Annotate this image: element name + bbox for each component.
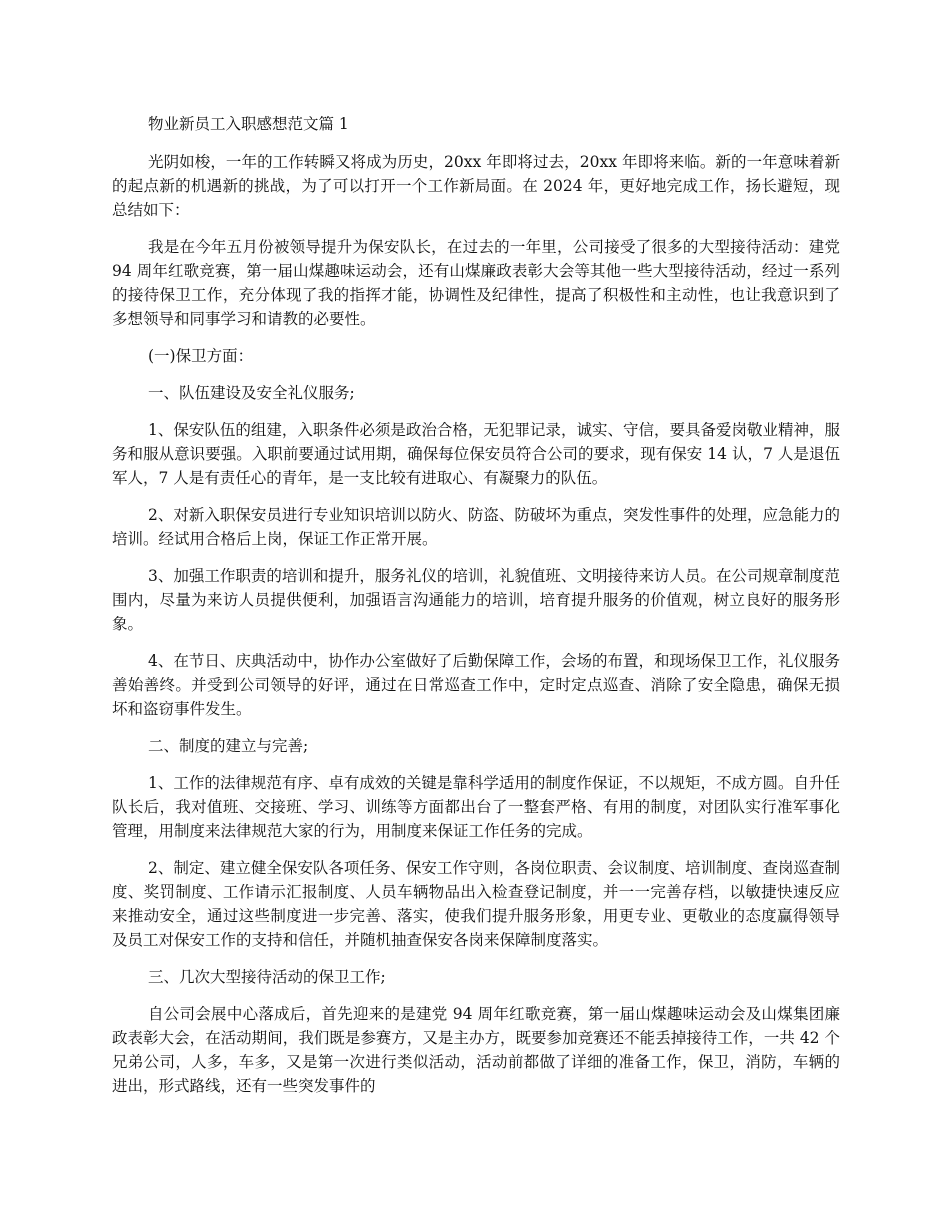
paragraph-team-1: 1、保安队伍的组建，入职条件必须是政治合格，无犯罪记录，诚实、守信，要具备爱岗敬业精神，服务和服从意识要强。入职前要通过试用期，确保每位保安员符合公司的要求，现有保安 14 认，7 人是退伍军人，7 人是有责任心的青年，是一支比较有进取心、有凝聚力的队伍。 [112, 421, 840, 487]
section-heading-team: 一、队伍建设及安全礼仪服务; [148, 384, 355, 402]
section-heading-rules: 二、制度的建立与完善; [148, 737, 309, 755]
document-page [112, 112, 840, 1111]
paragraph-team-3: 3、加强工作职责的培训和提升，服务礼仪的培训，礼貌值班、文明接待来访人员。在公司规章制度范围内，尽量为来访人员提供便利，加强语言沟通能力的培训，培育提升服务的价值观，树立良好的服务形象。 [112, 567, 840, 633]
paragraph-background: 我是在今年五月份被领导提升为保安队长，在过去的一年里，公司接受了很多的大型接待活动：建党 94 周年红歌竞赛，第一届山煤趣味运动会，还有山煤廉政表彰大会等其他一些大型接待活动，经过一系列的接待保卫工作，充分体现了我的指挥才能，协调性及纪律性，提高了积极性和主动性，也让我意识到了多想领导和同事学习和请教的必要性。 [112, 238, 840, 328]
paragraph-rules-1: 1、工作的法律规范有序、卓有成效的关键是靠科学适用的制度作保证，不以规矩，不成方圆。自升任队长后，我对值班、交接班、学习、训练等方面都出台了一整套严格、有用的制度，对团队实行准军事化管理，用制度来法律规范大家的行为，用制度来保证工作任务的完成。 [112, 774, 840, 840]
paragraph-intro: 光阴如梭，一年的工作转瞬又将成为历史，20xx 年即将过去，20xx 年即将来临。新的一年意味着新的起点新的机遇新的挑战，为了可以打开一个工作新局面。在 2024 年，更好地完成工作，扬长避短，现总结如下： [112, 153, 840, 219]
paragraph-team-4: 4、在节日、庆典活动中，协作办公室做好了后勤保障工作，会场的布置，和现场保卫工作，礼仪服务善始善终。并受到公司领导的好评，通过在日常巡查工作中，定时定点巡查、消除了安全隐患，确保无损坏和盗窃事件发生。 [112, 652, 840, 718]
paragraph-team-2: 2、对新入职保安员进行专业知识培训以防火、防盗、防破坏为重点，突发性事件的处理，应急能力的培训。经试用合格后上岗，保证工作正常开展。 [112, 506, 840, 548]
document-title: 物业新员工入职感想范文篇 1 [148, 115, 349, 133]
section-heading-security: (一)保卫方面： [148, 347, 254, 365]
paragraph-rules-2: 2、制定、建立健全保安队各项任务、保安工作守则，各岗位职责、会议制度、培训制度、查岗巡查制度、奖罚制度、工作请示汇报制度、人员车辆物品出入检查登记制度，并一一完善存档，以敏捷快速反应来推动安全，通过这些制度进一步完善、落实，使我们提升服务形象，用更专业、更敬业的态度赢得领导及员工对保安工作的支持和信任，并随机抽查保安各岗来保障制度落实。 [112, 859, 840, 949]
section-heading-events: 三、几次大型接待活动的保卫工作; [148, 968, 386, 986]
paragraph-events-1: 自公司会展中心落成后，首先迎来的是建党 94 周年红歌竞赛，第一届山煤趣味运动会及山煤集团廉政表彰大会，在活动期间，我们既是参赛方，又是主办方，既要参加竞赛还不能丢掉接待工作，一共 42 个兄弟公司，人多，车多，又是第一次进行类似活动，活动前都做了详细的准备工作，保卫，消防，车辆的进出，形式路线，还有一些突发事件的 [112, 1005, 840, 1095]
